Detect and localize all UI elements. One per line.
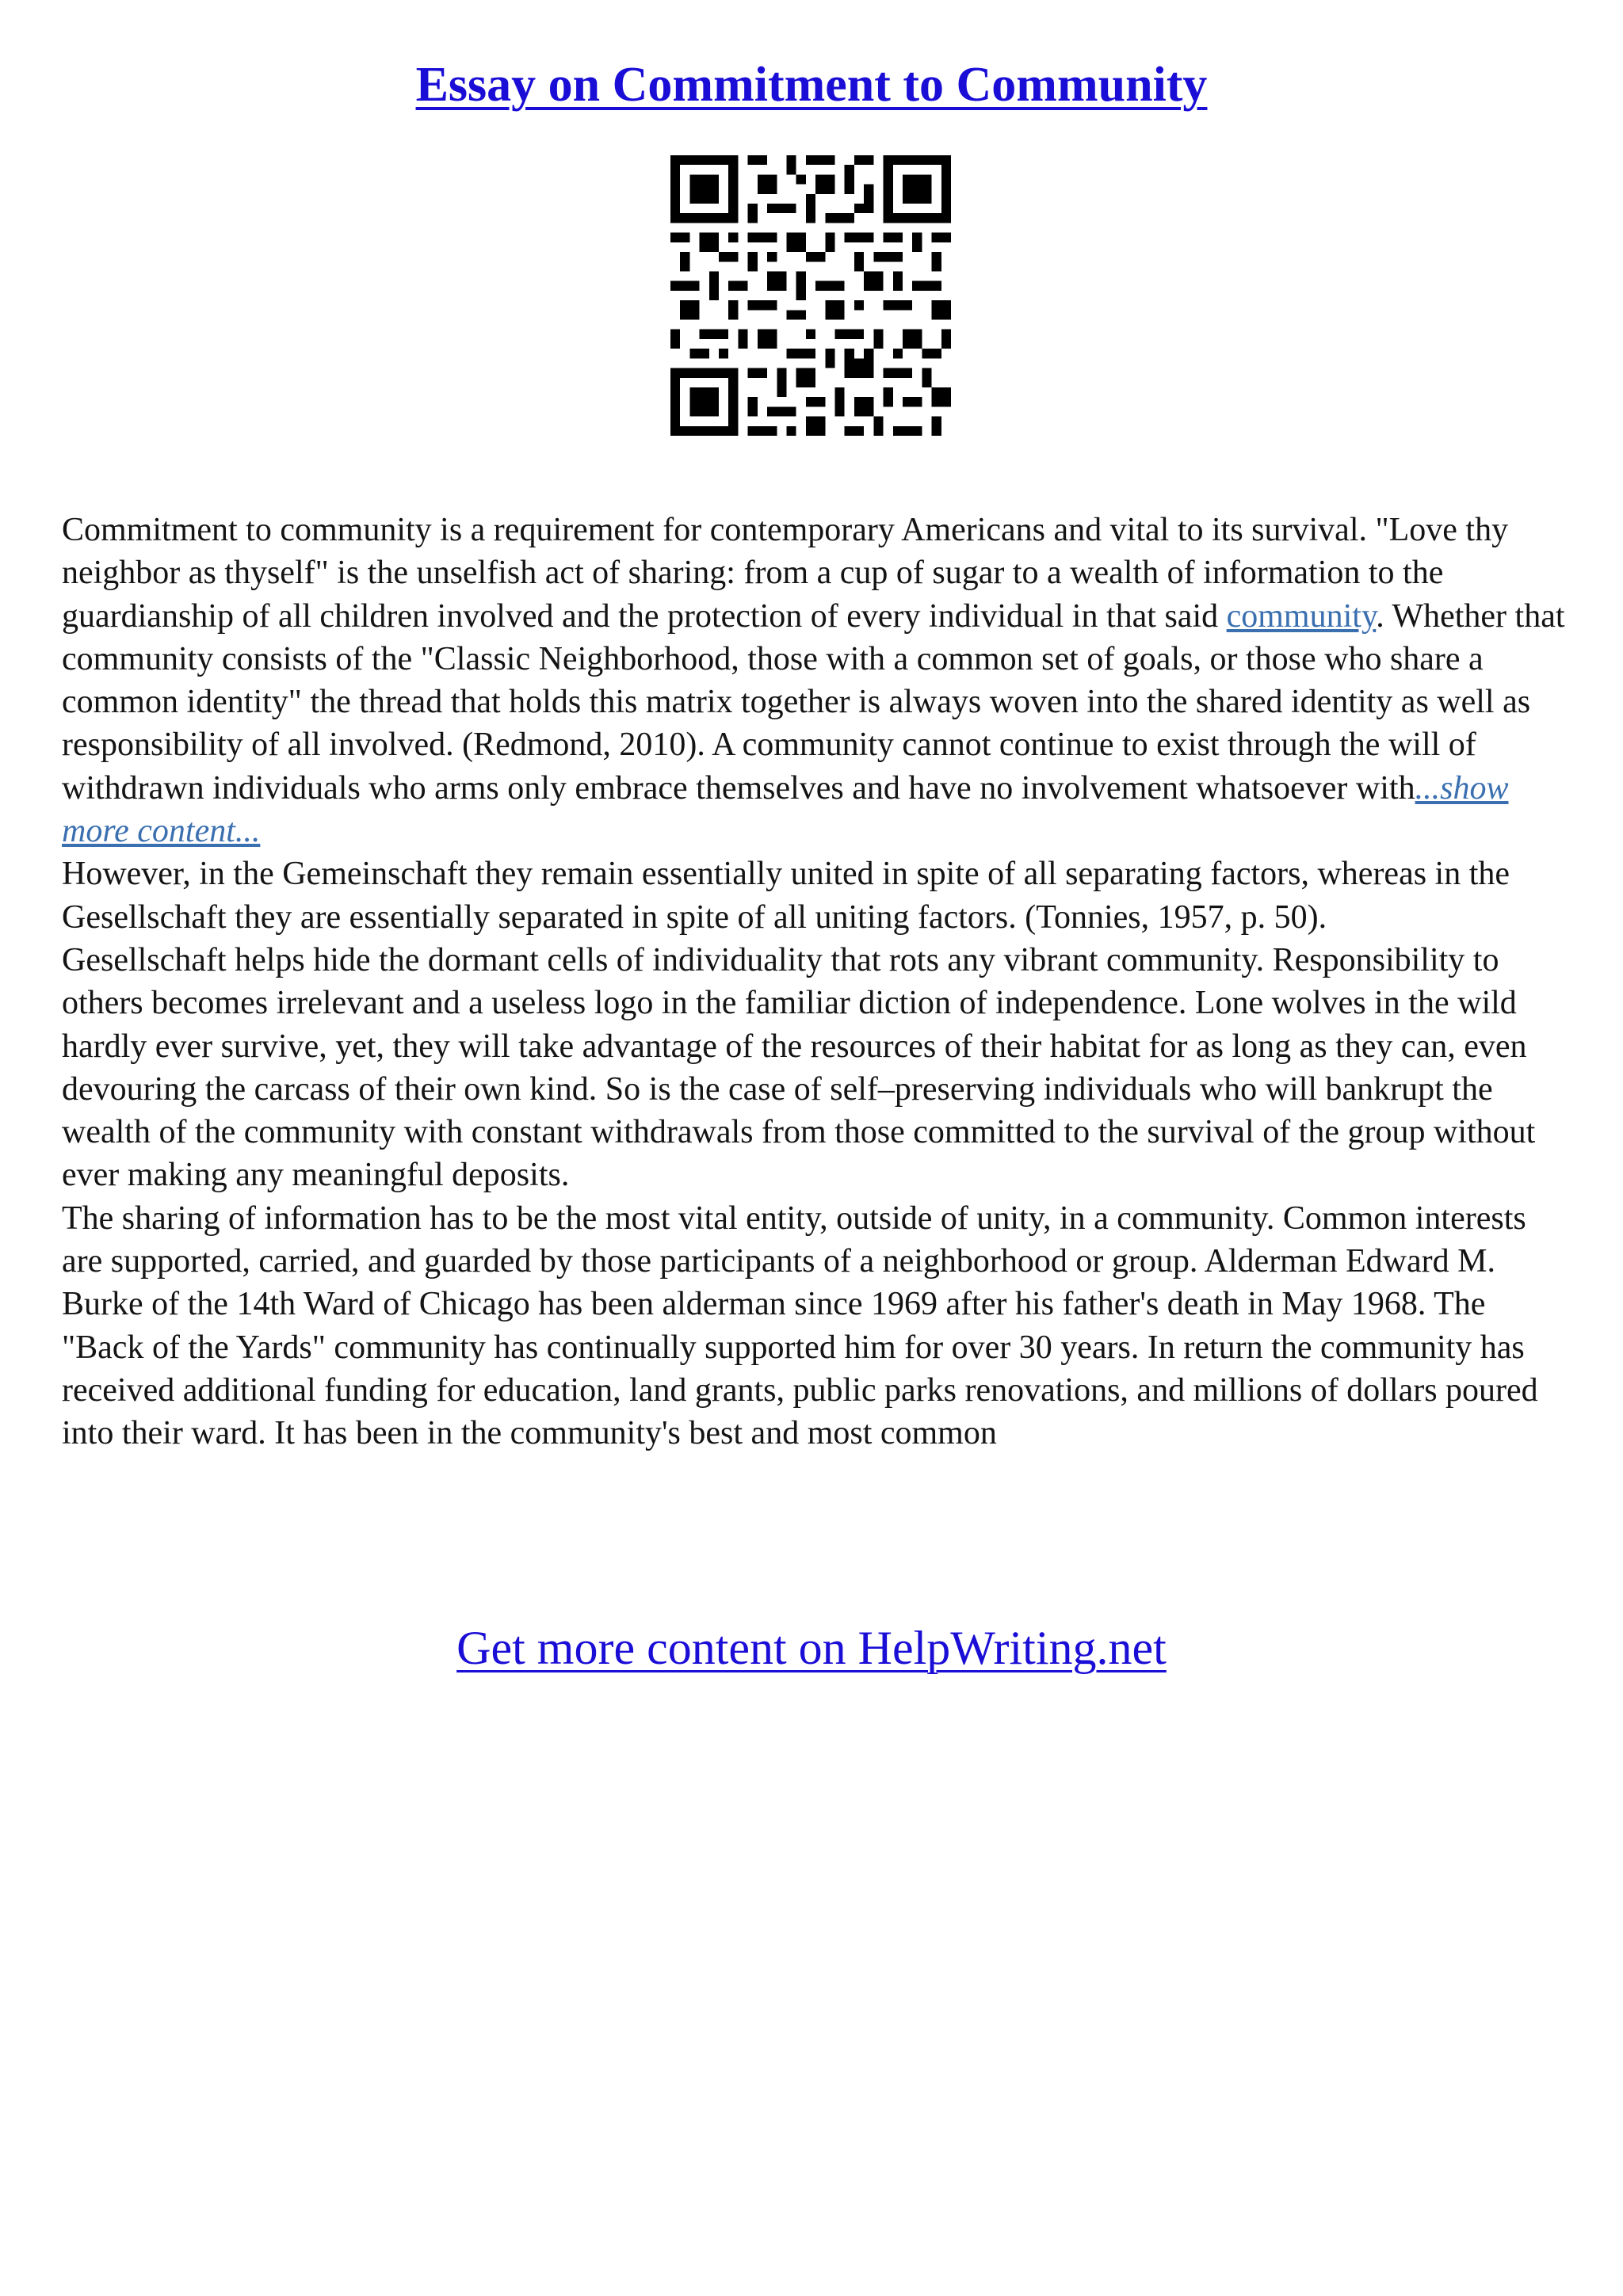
qr-code-graphic bbox=[670, 155, 951, 436]
essay-body bbox=[62, 509, 1571, 1455]
show-more-content-link[interactable]: ...show more content... bbox=[62, 769, 1509, 850]
paragraph-1-text-b: . Whether that community consists of the "Classic Neighborhood, those with a common set of goals, or those who share a common identity" the thread that holds this matrix together is always woven into the shared identity as well as responsibility of all involved. (Redmond, 2010). A community cannot continue to exist through the will of withdrawn individuals who arms only embrace themselves and have no involvement whatsoever with bbox=[62, 597, 1565, 807]
qr-code-icon bbox=[670, 155, 951, 436]
community-link[interactable]: community bbox=[1226, 597, 1377, 635]
paragraph-3: Gesellschaft helps hide the dormant cells of individuality that rots any vibrant community. Responsibility to others becomes irrelevant and a useless logo in the familiar diction of independence. Lone wolves in the wild hardly ever survive, yet, they will take advantage of the resources of their habitat for as long as they can, even devouring the carcass of their own kind. So is the case of self–preserving individuals who will bankrupt the wealth of the community with constant withdrawals from those committed to the survival of the group without ever making any meaningful deposits. bbox=[62, 941, 1536, 1194]
page-title-link[interactable]: Essay on Commitment to Community bbox=[415, 58, 1208, 112]
document-header bbox=[0, 57, 1623, 113]
paragraph-2: However, in the Gemeinschaft they remain essentially united in spite of all separating factors, whereas in the Gesellschaft they are essentially separated in spite of all uniting factors. (Tonnies, 1957, p. 50). bbox=[62, 856, 1510, 936]
helpwriting-footer-link[interactable]: Get more content on HelpWriting.net bbox=[456, 1622, 1167, 1674]
document-footer bbox=[0, 1621, 1623, 1676]
paragraph-4: The sharing of information has to be the most vital entity, outside of unity, in a community. Common interests are supported, carried, and guarded by those participants of a neighborhood or group. Alderman Edward M. Burke of the 14th Ward of Chicago has been alderman since 1969 after his father's death in May 1968. The "Back of the Yards" community has continually supported him for over 30 years. In return the community has received additional funding for education, land grants, public parks renovations, and millions of dollars poured into their ward. It has been in the community's best and most common bbox=[62, 1199, 1538, 1452]
paragraph-1 bbox=[62, 509, 1571, 852]
paragraph-1-text-a: Commitment to community is a requirement for contemporary Americans and vital to its survival. "Love thy neighbor as thyself" is the unselfish act of sharing: from a cup of sugar to a wealth of information to the guardianship of all children involved and the protection of every individual in that said bbox=[62, 512, 1509, 635]
